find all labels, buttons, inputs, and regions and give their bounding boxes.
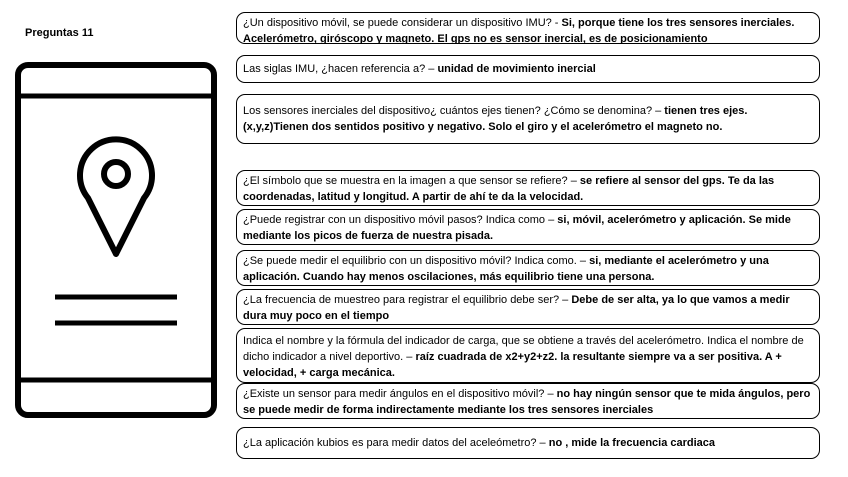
qa-item <box>236 209 820 245</box>
qa-item <box>236 55 820 83</box>
qa-item <box>236 289 820 325</box>
answer-text: no hay ningún sensor que te mida ángulos, pero se puede medir de forma indirectamente mediante los tres sensores inerciales <box>243 388 811 416</box>
qa-item <box>236 94 820 144</box>
answer-text: si, móvil, acelerómetro y aplicación. Se mide mediante los picos de fuerza de nuestra pisada. <box>243 214 791 242</box>
question-text: ¿El símbolo que se muestra en la imagen a que sensor se refiere? – <box>243 175 580 187</box>
qa-item <box>236 427 820 459</box>
answer-text: Si, porque tiene los tres sensores inerciales. Acelerómetro, giróscopo y magneto. El gps no es sensor inercial, es de posicionamiento <box>243 17 795 44</box>
answer-text: no , mide la frecuencia cardiaca <box>548 437 716 449</box>
question-text: ¿Puede registrar con un dispositivo móvil pasos? Indica como – <box>243 214 558 226</box>
answer-text: unidad de movimiento inercial <box>437 63 596 75</box>
qa-item <box>236 383 820 419</box>
qa-item <box>236 170 820 206</box>
qa-item <box>236 328 820 383</box>
qa-item <box>236 250 820 286</box>
qa-item <box>236 12 820 44</box>
question-text: ¿Un dispositivo móvil, se puede considerar un dispositivo IMU? - <box>243 17 562 29</box>
location-pin-icon <box>80 139 152 254</box>
question-text: ¿La frecuencia de muestreo para registrar el equilibrio debe ser? – <box>243 294 572 306</box>
answer-text: si, mediante el acelerómetro y una aplicación. Cuando hay menos oscilaciones, más equilibrio tiene una persona. <box>243 255 769 283</box>
answer-text: tienen tres ejes. (x,y,z)Tienen dos sentidos positivo y negativo. Solo el giro y el acelerómetro el magneto no. <box>243 105 748 133</box>
question-text: Indica el nombre y la fórmula del indicador de carga, que se obtiene a través del acelerómetro. Indica el nombre de dicho indicador a nivel deportivo. – <box>243 335 804 363</box>
answer-text: Debe de ser alta, ya lo que vamos a medir dura muy poco en el tiempo <box>243 294 790 322</box>
question-text: ¿Se puede medir el equilibrio con un dispositivo móvil? Indica como. – <box>243 255 590 267</box>
question-text: Las siglas IMU, ¿hacen referencia a? – <box>243 63 438 75</box>
answer-text: raíz cuadrada de x2+y2+z2. la resultante siempre va a ser positiva. A + velocidad, + carga mecánica. <box>243 351 782 379</box>
question-text: ¿Existe un sensor para medir ángulos en el dispositivo móvil? – <box>243 388 557 400</box>
question-text: Los sensores inerciales del dispositivo¿ cuántos ejes tienen? ¿Cómo se denomina? – <box>243 105 665 117</box>
page-title: Preguntas 11 <box>25 27 94 39</box>
question-text: ¿La aplicación kubios es para medir datos del aceleómetro? – <box>243 437 549 449</box>
answer-text: se refiere al sensor del gps. Te da las coordenadas, latitud y longitud. A partir de ahí te da la velocidad. <box>243 175 775 203</box>
smartphone-illustration <box>15 62 217 418</box>
phone-body <box>18 65 214 415</box>
